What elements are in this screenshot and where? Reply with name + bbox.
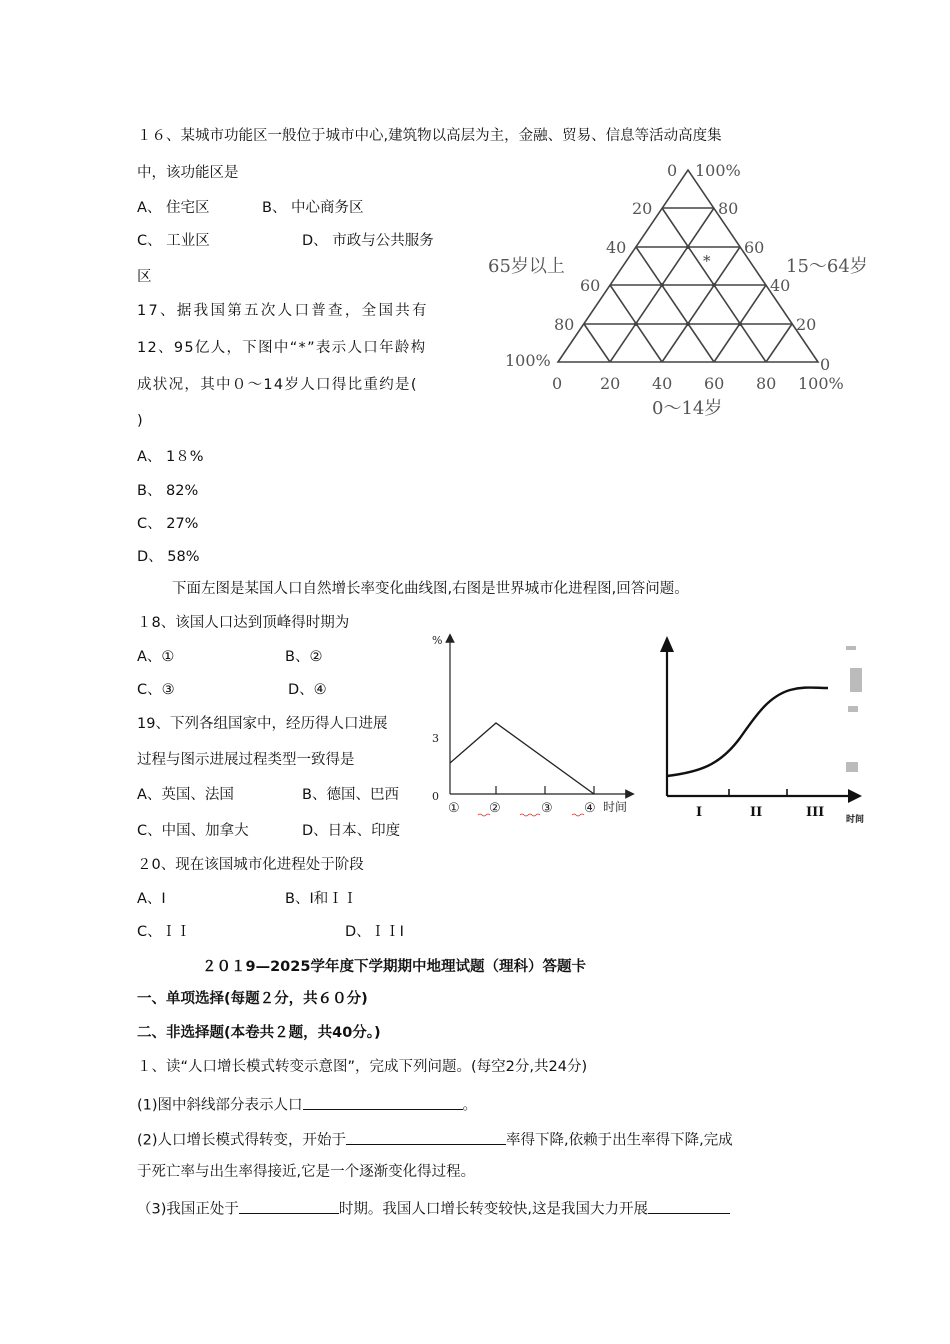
q16-option-b: B、 中心商务区 xyxy=(262,200,364,216)
q18-option-b: B、② xyxy=(285,649,323,665)
answer-card-section-1: 一、单项选择(每题２分，共６０分) xyxy=(137,991,368,1007)
x-tick-label: ② xyxy=(489,801,501,816)
ternary-left-tick: 60 xyxy=(580,276,601,295)
q18-option-d: D、④ xyxy=(288,682,327,698)
q19-stem-line1: 19、下列各组国家中，经历得人口进展 xyxy=(137,716,388,732)
stage-label: III xyxy=(806,805,825,820)
ternary-left-axis-label: 65岁以上 xyxy=(488,256,565,277)
q19-option-a: A、英国、法国 xyxy=(137,787,234,803)
ternary-right-tick: 60 xyxy=(744,238,765,257)
ternary-outline xyxy=(558,170,818,362)
q17-option-d: D、 58% xyxy=(137,549,200,565)
ternary-bottom-tick: 100% xyxy=(798,374,844,393)
answer-card-q1-part2: (2)人口增长模式得转变，开始于 率得下降,依赖于出生率得下降,完成 xyxy=(137,1129,733,1150)
urbanization-curve xyxy=(667,688,828,777)
ternary-left-tick: 20 xyxy=(632,199,653,218)
ternary-right-tick: 100% xyxy=(695,161,741,180)
answer-card-q1-part1: (1)图中斜线部分表示人口 。 xyxy=(137,1094,477,1115)
ternary-left-tick: 100% xyxy=(505,351,551,370)
q17-option-c: C、 27% xyxy=(137,516,199,532)
ternary-right-tick: 0 xyxy=(820,355,831,374)
q17-stem-line3: 成状况，其中０～14岁人口得比重约是( xyxy=(137,377,418,393)
ternary-right-tick: 80 xyxy=(718,199,739,218)
q20-stem: ２0、现在该国城市化进程处于阶段 xyxy=(137,857,364,873)
y-tick-label: 3 xyxy=(432,732,439,745)
q16-option-a: A、 住宅区 xyxy=(137,200,210,216)
ternary-left-tick: 80 xyxy=(554,315,575,334)
q19-option-b: B、德国、巴西 xyxy=(302,787,399,803)
ternary-marker: * xyxy=(703,252,711,270)
answer-blank-3[interactable] xyxy=(239,1198,339,1214)
q16-stem-line2: 中，该功能区是 xyxy=(137,165,239,181)
q17-option-b: B、 82% xyxy=(137,483,199,499)
answer-blank-2[interactable] xyxy=(346,1129,506,1145)
answer-card-q1-part2-cont: 于死亡率与出生率得接近,它是一个逐渐变化得过程。 xyxy=(137,1164,476,1180)
ternary-right-axis-label: 15～64岁 xyxy=(786,256,868,277)
ternary-right-tick: 40 xyxy=(770,276,791,295)
ternary-bottom-tick: 60 xyxy=(704,374,725,393)
q20-option-a: A、I xyxy=(137,891,166,907)
q18-option-a: A、① xyxy=(137,649,175,665)
answer-card-title: ２０１9—2025学年度下学期期中地理试题（理科）答题卡 xyxy=(202,959,586,975)
charts-intro: 下面左图是某国人口自然增长率变化曲线图,右图是世界城市化进程图,回答问题。 xyxy=(172,581,689,597)
ternary-left-tick: 40 xyxy=(606,238,627,257)
q17-stem-line1: 17、据我国第五次人口普查，全国共有 xyxy=(137,303,429,319)
y-unit: % xyxy=(432,634,443,647)
x-tick-label: ① xyxy=(448,801,460,816)
ternary-left-tick: 0 xyxy=(667,161,678,180)
ternary-age-diagram xyxy=(480,155,900,425)
ternary-bottom-tick: 20 xyxy=(600,374,621,393)
q19-stem-line2: 过程与图示进展过程类型一致得是 xyxy=(137,752,355,768)
urbanization-chart xyxy=(655,630,865,830)
answer-card-section-2: 二、非选择题(本卷共２题，共40分。) xyxy=(137,1025,381,1041)
answer-card-q1-part3: （3)我国正处于 时期。我国人口增长转变较快,这是我国大力开展 xyxy=(137,1198,730,1219)
q17-stem-line4: ) xyxy=(137,413,143,429)
q20-option-c: C、ＩＩ xyxy=(137,924,191,940)
growth-rate-chart xyxy=(425,628,655,828)
stage-label: I xyxy=(696,805,703,820)
answer-blank-1[interactable] xyxy=(303,1094,463,1110)
answer-card-q1: １、读“人口增长模式转变示意图”，完成下列问题。(每空2分,共24分) xyxy=(137,1059,588,1075)
q18-option-c: C、③ xyxy=(137,682,175,698)
q16-option-d-cont: 区 xyxy=(137,269,152,285)
answer-blank-4[interactable] xyxy=(648,1198,730,1214)
x-tick-label: ③ xyxy=(541,801,553,816)
q16-stem-line1: １６、某城市功能区一般位于城市中心,建筑物以高层为主，金融、贸易、信息等活动高度集 xyxy=(137,128,722,144)
x-axis-label: 时间 xyxy=(603,800,628,814)
q16-option-d: D、 市政与公共服务 xyxy=(302,233,434,249)
ternary-grid xyxy=(558,170,818,362)
q19-option-c: C、中国、加拿大 xyxy=(137,823,249,839)
q18-stem: １8、该国人口达到顶峰得时期为 xyxy=(137,615,350,631)
ternary-right-tick: 20 xyxy=(796,315,817,334)
x-axis-label: 时间 xyxy=(846,815,865,825)
ternary-bottom-tick: 80 xyxy=(756,374,777,393)
x-tick-label: ④ xyxy=(584,801,596,816)
q16-option-c: C、 工业区 xyxy=(137,233,210,249)
growth-rate-line xyxy=(450,723,594,794)
ternary-bottom-tick: 0 xyxy=(552,374,563,393)
q19-option-d: D、日本、印度 xyxy=(302,823,401,839)
ternary-bottom-tick: 40 xyxy=(652,374,673,393)
q17-option-a: A、 1８% xyxy=(137,449,204,465)
q17-stem-line2: 12、95亿人，下图中“*”表示人口年龄构 xyxy=(137,340,427,356)
ternary-bottom-axis-label: 0～14岁 xyxy=(652,398,723,419)
q20-option-b: B、I和ＩＩ xyxy=(285,891,358,907)
q20-option-d: D、ＩＩI xyxy=(345,924,404,940)
origin-label: 0 xyxy=(432,790,439,803)
stage-label: II xyxy=(750,805,763,820)
